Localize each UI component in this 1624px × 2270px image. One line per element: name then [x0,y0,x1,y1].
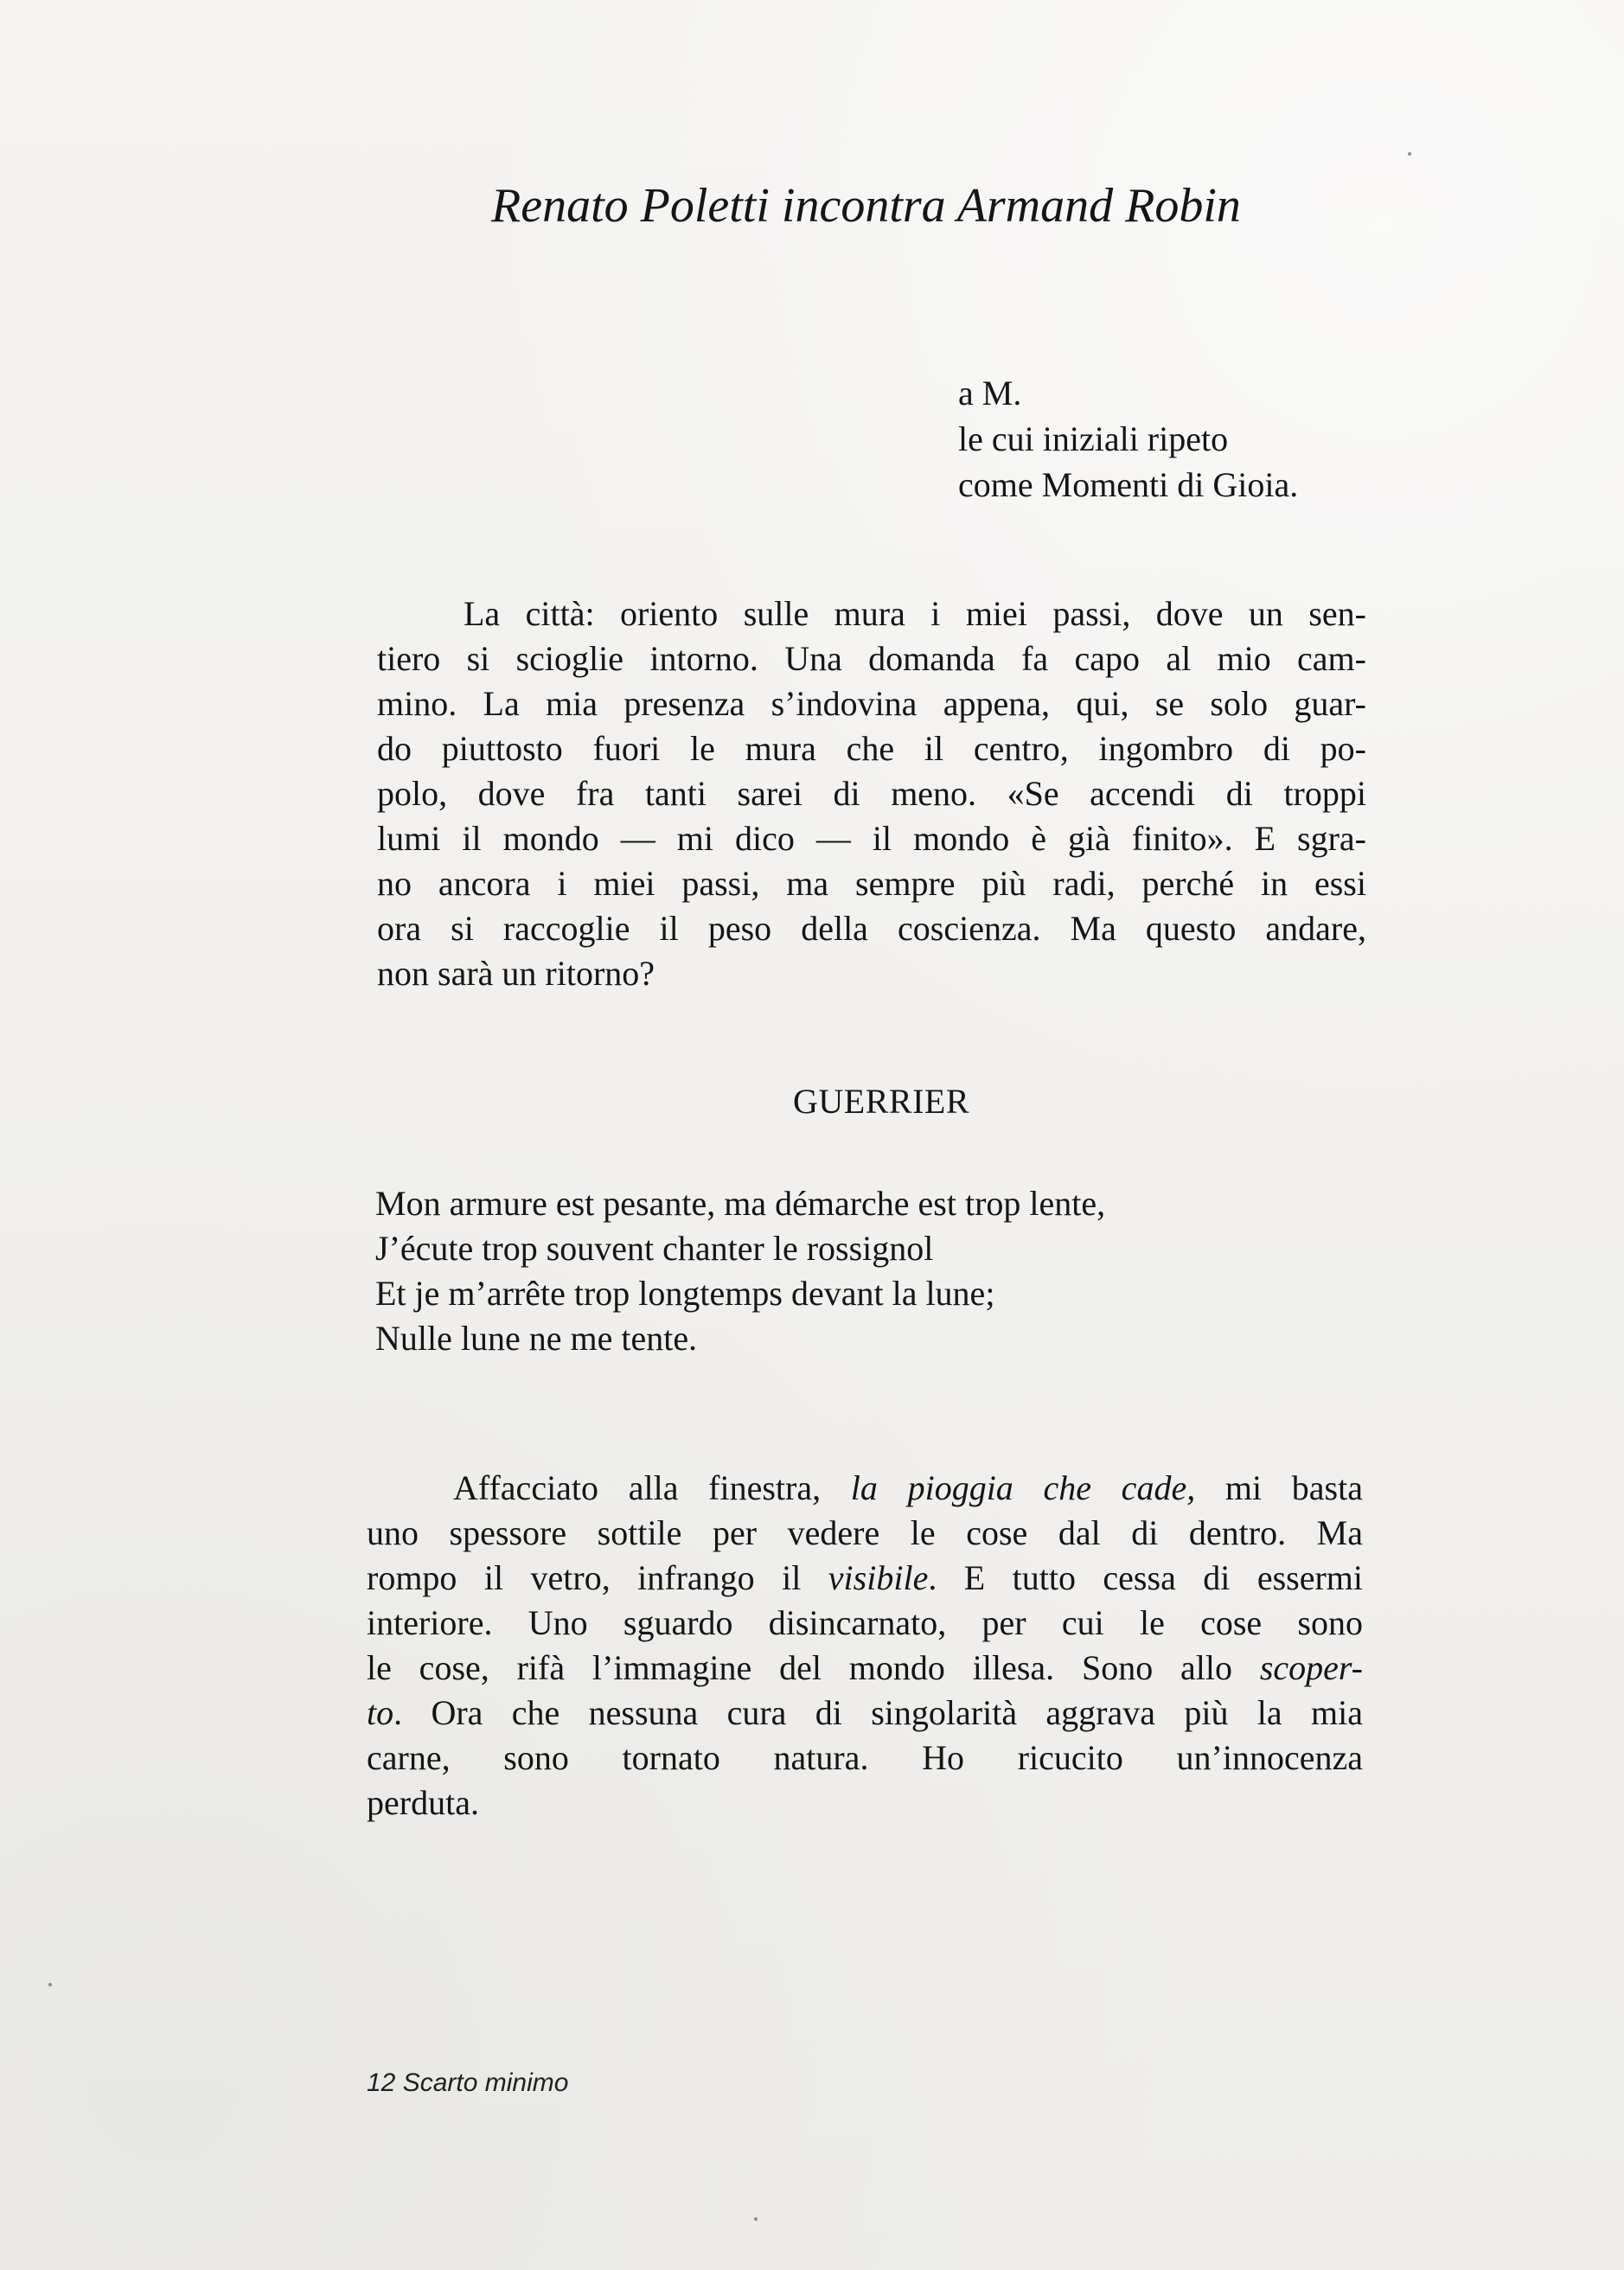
text-run: mi basta [1195,1468,1363,1507]
prose-paragraph-1 [377,591,1366,996]
paragraph-line: non sarà un ritorno? [377,954,655,993]
dedication-line: a M. [958,374,1022,412]
prose-paragraph-2 [367,1466,1363,1826]
paper-speck [754,2217,758,2221]
paragraph-line [367,1466,1363,1511]
paragraph-line: mino. La mia presenza s’indovina appena, qui, se solo guar- [377,684,1366,723]
paragraph-line: interiore. Uno sguardo disincarnato, per cui le cose sono [367,1603,1363,1642]
paragraph-line: carne, sono tornato natura. Ho ricucito un’innocenza [367,1738,1363,1777]
text-run: rompo il vetro, infrango il [367,1558,828,1597]
italic-run: visibile [828,1558,929,1597]
paragraph-line [367,1556,1363,1601]
paragraph-line: La città: oriento sulle mura i miei passi, dove un sen- [464,594,1366,633]
italic-run: to [367,1693,394,1732]
italic-run: la pioggia che cade, [850,1468,1196,1507]
italic-run: scoper- [1259,1648,1363,1687]
poem-line: J’écute trop souvent chanter le rossignol [375,1229,934,1268]
poem-title: GUERRIER [793,1082,969,1121]
paragraph-line: do piuttosto fuori le mura che il centro, ingombro di po- [377,729,1366,768]
paragraph-line: no ancora i miei passi, ma sempre più radi, perché in essi [377,864,1366,903]
page-footer: 12 Scarto minimo [367,2069,569,2097]
paragraph-line [367,1691,1363,1736]
paragraph-line: ora si raccoglie il peso della coscienza. Ma questo andare, [377,909,1366,948]
text-run: le cose, rifà l’immagine del mondo illesa. Sono allo [367,1648,1260,1687]
paragraph-line: uno spessore sottile per vedere le cose dal di dentro. Ma [367,1513,1363,1552]
paper-speck [1408,152,1411,156]
paragraph-line [367,1646,1363,1691]
paper-speck [48,1983,52,1986]
poem [375,1181,1378,1361]
dedication [958,370,1408,508]
dedication-line: come Momenti di Gioia. [958,465,1299,504]
paragraph-line: tiero si scioglie intorno. Una domanda fa capo al mio cam- [377,639,1366,678]
poem-line: Mon armure est pesante, ma démarche est trop lente, [375,1184,1106,1223]
text-run: . Ora che nessuna cura di singolarità aggrava più la mia [393,1693,1363,1732]
page-title: Renato Poletti incontra Armand Robin [491,179,1241,233]
poem-line: Et je m’arrête trop longtemps devant la lune; [375,1274,995,1313]
text-run: . E tutto cessa di essermi [928,1558,1364,1597]
dedication-line: le cui iniziali ripeto [958,419,1229,458]
poem-line: Nulle lune ne me tente. [375,1319,698,1358]
text-run: Affacciato alla finestra, [453,1468,851,1507]
paragraph-line: perduta. [367,1783,479,1822]
paragraph-line: polo, dove fra tanti sarei di meno. «Se accendi di troppi [377,774,1366,813]
paragraph-line: lumi il mondo — mi dico — il mondo è già finito». E sgra- [377,819,1366,858]
